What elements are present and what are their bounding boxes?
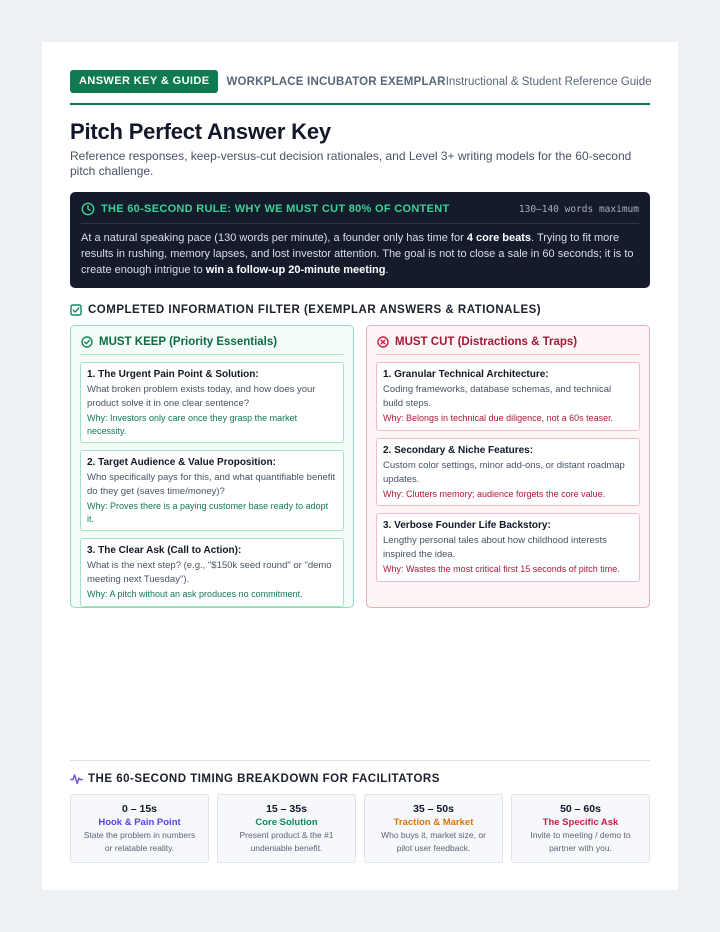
sixty-second-rule-box	[70, 192, 650, 288]
cut-card-title: 3. Verbose Founder Life Backstory:	[383, 520, 551, 531]
cut-card-description: Custom color settings, minor add-ons, or distant roadmap updates.	[383, 459, 625, 485]
rule-body-bold-2: win a follow-up 20-minute meeting	[205, 264, 386, 276]
timing-cell	[217, 794, 356, 863]
checkbox-icon	[70, 304, 82, 316]
keep-card-title: 1. The Urgent Pain Point & Solution:	[87, 369, 259, 380]
keep-card-rationale: Why: A pitch without an ask produces no commitment.	[87, 589, 303, 599]
guide-label: Instructional & Student Reference Guide	[445, 75, 652, 88]
must-cut-title: MUST CUT (Distractions & Traps)	[395, 336, 578, 348]
rule-box-title: THE 60-SECOND RULE: WHY WE MUST CUT 80% OF CONTENT	[101, 203, 450, 215]
must-keep-column	[70, 325, 354, 608]
timing-label: Traction & Market	[393, 817, 474, 828]
filter-section-title: COMPLETED INFORMATION FILTER (EXEMPLAR ANSWERS & RATIONALES)	[88, 304, 542, 316]
cut-card-description: Coding frameworks, database schemas, and technical build steps.	[383, 384, 612, 409]
timing-range: 0 – 15s	[121, 803, 158, 815]
cut-card-rationale: Why: Belongs in technical due diligence, not a 60s teaser.	[383, 413, 614, 423]
must-cut-column	[366, 325, 650, 608]
cut-card	[376, 438, 640, 507]
cut-card	[376, 513, 640, 582]
timing-divider	[70, 760, 650, 761]
timing-range: 50 – 60s	[560, 803, 601, 815]
header-bar	[70, 70, 650, 93]
answer-key-page	[42, 42, 678, 890]
header-divider	[70, 103, 650, 105]
timing-range: 15 – 35s	[266, 803, 307, 815]
rule-body-text-3: .	[385, 264, 389, 276]
keep-card-title: 3. The Clear Ask (Call to Action):	[87, 545, 242, 556]
timing-label: Core Solution	[255, 817, 318, 828]
cut-card-description: Lengthy personal tales about how childhood interests inspired the idea.	[383, 535, 607, 560]
keep-card	[80, 450, 344, 531]
cut-card	[376, 362, 640, 431]
filter-section-header	[70, 303, 650, 317]
keep-card-title: 2. Target Audience & Value Proposition:	[87, 457, 276, 468]
answer-key-badge: ANSWER KEY & GUIDE	[70, 70, 218, 93]
timing-grid	[70, 794, 650, 863]
cut-card-title: 1. Granular Technical Architecture:	[383, 369, 549, 380]
keep-card-question: What broken problem exists today, and how does your product solve it in one clear sentence?	[87, 384, 316, 409]
rule-box-body	[81, 230, 639, 278]
must-keep-divider	[80, 354, 344, 355]
keep-card-question: Who specifically pays for this, and what quantifiable benefit do they get (saves time/money)?	[87, 472, 336, 497]
cut-card-rationale: Why: Clutters memory; audience forgets the core value.	[383, 488, 606, 499]
keep-card	[80, 362, 344, 443]
page-subtitle: Reference responses, keep-versus-cut decision rationales, and Level 3+ writing models for the 60-second pitch challenge.	[70, 149, 632, 178]
filter-columns	[70, 325, 650, 608]
must-keep-title: MUST KEEP (Priority Essentials)	[99, 336, 278, 348]
timing-cell	[511, 794, 650, 863]
must-cut-header	[376, 334, 640, 350]
rule-box-header	[81, 201, 639, 217]
timing-label: Hook & Pain Point	[98, 817, 181, 828]
timing-description: State the problem in numbers or relatable reality.	[83, 830, 196, 853]
timing-description: Present product & the #1 undeniable benefit.	[239, 830, 334, 853]
timing-description: Who buys it, market size, or pilot user feedback.	[381, 830, 486, 853]
page-content	[70, 70, 650, 608]
timing-section-header	[70, 772, 650, 786]
cut-card-rationale: Why: Wastes the most critical first 15 seconds of pitch time.	[383, 564, 620, 574]
keep-card-question: What is the next step? (e.g., "$150k seed round" or "demo meeting next Tuesday").	[87, 560, 332, 585]
rule-box-divider	[81, 223, 639, 224]
timing-section-title: THE 60-SECOND TIMING BREAKDOWN FOR FACILITATORS	[88, 773, 440, 785]
timing-label: The Specific Ask	[542, 817, 619, 828]
clock-icon	[81, 202, 95, 216]
timing-range: 35 – 50s	[413, 803, 454, 815]
timing-breakdown-section	[70, 760, 650, 863]
rule-body-bold-1: 4 core beats	[466, 232, 532, 244]
timing-cell	[70, 794, 209, 863]
keep-card-rationale: Why: Investors only care once they grasp the market necessity.	[87, 413, 298, 436]
cut-card-title: 2. Secondary & Niche Features:	[383, 444, 534, 456]
keep-card-rationale: Why: Proves there is a paying customer base ready to adopt it.	[87, 501, 329, 524]
check-circle-icon	[81, 336, 93, 348]
keep-card	[80, 538, 344, 607]
timing-cell	[364, 794, 503, 863]
must-cut-divider	[376, 354, 640, 355]
word-limit: 130–140 words maximum	[518, 203, 639, 215]
pulse-icon	[70, 773, 83, 785]
rule-body-text-2: . Trying to fit more results in rushing, memory lapses, and lost investor attention. The goal is not to close a sale in 60 seconds; it is to create enough intrigue to	[81, 232, 634, 276]
rule-body-text-1: At a natural speaking pace (130 words per minute), a founder only has time for	[81, 232, 467, 244]
must-keep-header	[80, 334, 344, 350]
timing-description: Invite to meeting / demo to partner with you.	[530, 830, 631, 853]
page-title: Pitch Perfect Answer Key	[70, 119, 331, 144]
exemplar-label: WORKPLACE INCUBATOR EXEMPLAR	[226, 75, 446, 88]
x-circle-icon	[377, 336, 389, 348]
